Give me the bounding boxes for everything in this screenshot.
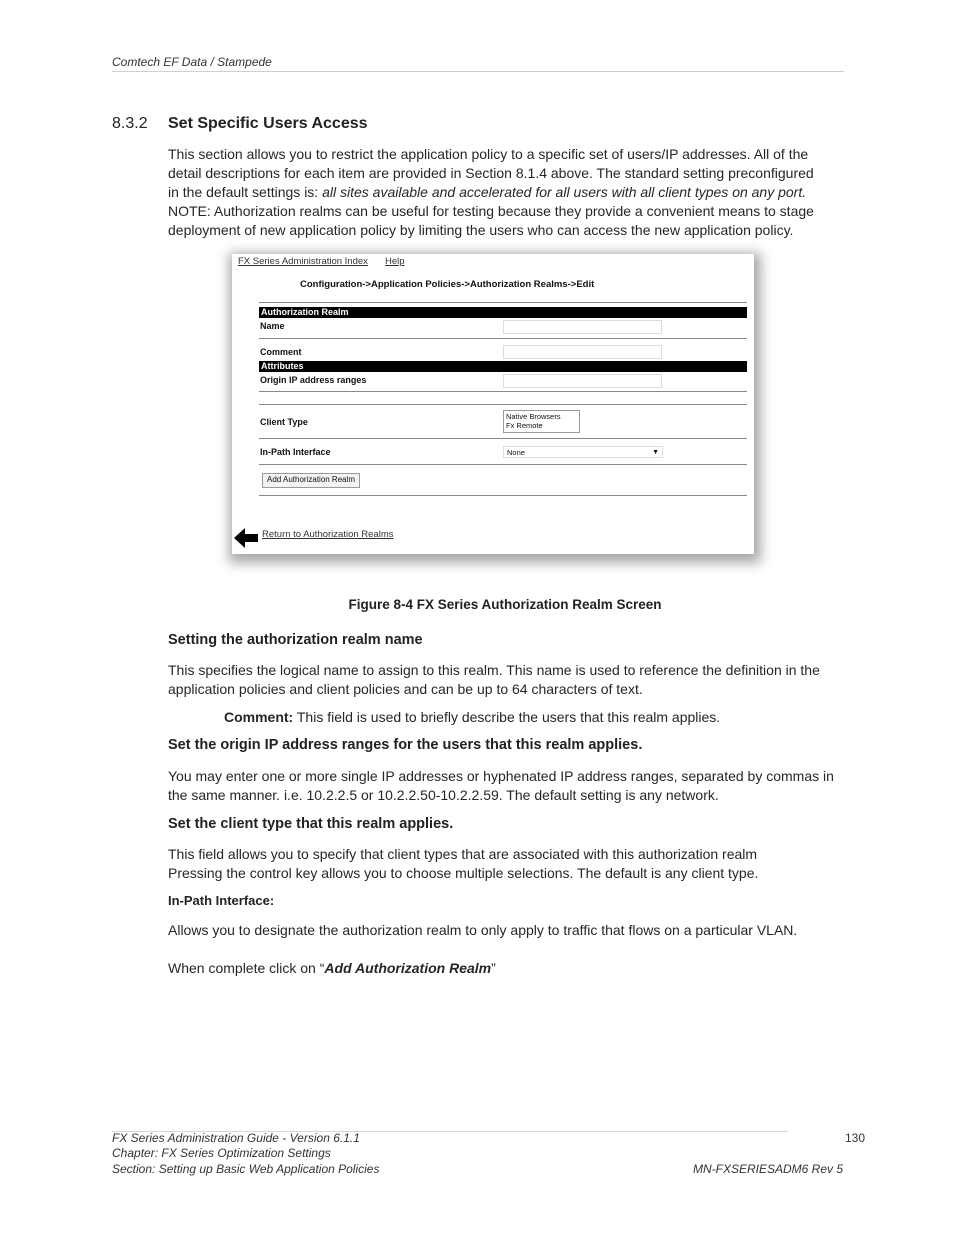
help-link[interactable]: Help <box>385 256 405 267</box>
intro-line <box>168 183 841 202</box>
section-number: 8.3.2 <box>112 115 148 132</box>
name-field[interactable] <box>503 320 662 334</box>
section-bar-realm: Authorization Realm <box>259 307 747 318</box>
divider <box>259 438 747 439</box>
chevron-down-icon: ▼ <box>652 449 659 456</box>
completion-prefix: When complete click on “ <box>168 960 325 976</box>
comment-field[interactable] <box>503 345 662 359</box>
name-label: Name <box>260 321 285 331</box>
inpath-heading: In-Path Interface: <box>168 893 275 908</box>
origin-ip-field[interactable] <box>503 374 662 388</box>
paragraph-line: You may enter one or more single IP addresses or hyphenated IP address ranges, separated by commas in <box>168 768 834 784</box>
comment-term: Comment: <box>224 709 294 725</box>
realm-name-heading: Setting the authorization realm name <box>168 632 423 648</box>
intro-line: NOTE: Authorization realms can be useful for testing because they provide a convenient means to stage <box>168 203 814 219</box>
client-type-listbox[interactable] <box>503 410 580 433</box>
intro-line: This section allows you to restrict the application policy to a specific set of users/IP addresses. All of the <box>168 146 809 162</box>
add-authorization-realm-button[interactable]: Add Authorization Realm <box>262 473 360 488</box>
comment-description: This field is used to briefly describe the users that this realm applies. <box>293 709 721 725</box>
comment-label: Comment <box>260 347 302 357</box>
divider <box>259 495 747 496</box>
origin-ip-label: Origin IP address ranges <box>260 375 367 385</box>
return-to-realms-link[interactable]: Return to Authorization Realms <box>262 529 394 540</box>
divider <box>259 464 747 465</box>
inpath-selected-value: None <box>507 448 525 457</box>
realm-name-paragraph <box>168 661 841 699</box>
completion-action: Add Authorization Realm <box>324 960 492 976</box>
figure-caption: Figure 8-4 FX Series Authorization Realm Screen <box>348 597 662 612</box>
intro-line: detail descriptions for each item are provided in Section 8.1.4 above. The standard setting preconfigured <box>168 165 814 181</box>
page-header: Comtech EF Data / Stampede <box>112 55 272 69</box>
divider <box>259 302 747 303</box>
page-number: 130 <box>845 1131 866 1145</box>
client-type-paragraph <box>168 845 841 883</box>
client-type-option[interactable]: Native Browsers <box>506 412 561 421</box>
completion-suffix: ” <box>491 960 496 976</box>
divider <box>259 391 747 392</box>
paragraph-line: This field allows you to specify that client types that are associated with this authorization realm <box>168 846 758 862</box>
inpath-label: In-Path Interface <box>260 447 331 457</box>
origin-ip-paragraph <box>168 767 841 805</box>
intro-line: deployment of new application policy by limiting the users who can access the new application policy. <box>168 222 794 238</box>
admin-index-link[interactable]: FX Series Administration Index <box>238 256 368 267</box>
paragraph-line: application policies and client policies and can be up to 64 characters of text. <box>168 681 643 697</box>
section-title: Set Specific Users Access <box>168 115 368 132</box>
figure-screenshot <box>232 254 754 554</box>
back-arrow-icon[interactable] <box>234 528 258 548</box>
comment-paragraph <box>224 708 844 727</box>
footer-guide: FX Series Administration Guide - Version 6.1.1 <box>112 1131 360 1145</box>
client-type-option[interactable]: Fx Remote <box>506 421 543 430</box>
divider <box>259 404 747 405</box>
intro-text: in the default settings is: <box>168 184 323 200</box>
header-divider <box>112 71 844 72</box>
intro-paragraph <box>168 145 841 240</box>
footer-section: Section: Setting up Basic Web Application Policies <box>112 1162 380 1176</box>
inpath-select[interactable] <box>503 446 663 458</box>
client-type-heading: Set the client type that this realm applies. <box>168 816 454 832</box>
section-bar-attributes: Attributes <box>259 361 747 372</box>
breadcrumb: Configuration->Application Policies->Authorization Realms->Edit <box>300 279 595 290</box>
origin-ip-heading: Set the origin IP address ranges for the users that this realm applies. <box>168 737 643 753</box>
footer-chapter: Chapter: FX Series Optimization Settings <box>112 1146 331 1160</box>
footer-doc-id: MN-FXSERIESADM6 Rev 5 <box>693 1162 844 1176</box>
intro-default-setting: all sites available and accelerated for all users with all client types on any port. <box>322 184 807 200</box>
paragraph-line: the same manner. i.e. 10.2.2.5 or 10.2.2.50-10.2.2.59. The default setting is any network. <box>168 787 719 803</box>
inpath-paragraph: Allows you to designate the authorization realm to only apply to traffic that flows on a particular VLAN. <box>168 922 798 938</box>
divider <box>259 338 747 339</box>
paragraph-line: Pressing the control key allows you to choose multiple selections. The default is any client type. <box>168 865 759 881</box>
completion-paragraph <box>168 959 841 978</box>
paragraph-line: This specifies the logical name to assign to this realm. This name is used to reference the definition in the <box>168 662 820 678</box>
client-type-label: Client Type <box>260 417 308 427</box>
